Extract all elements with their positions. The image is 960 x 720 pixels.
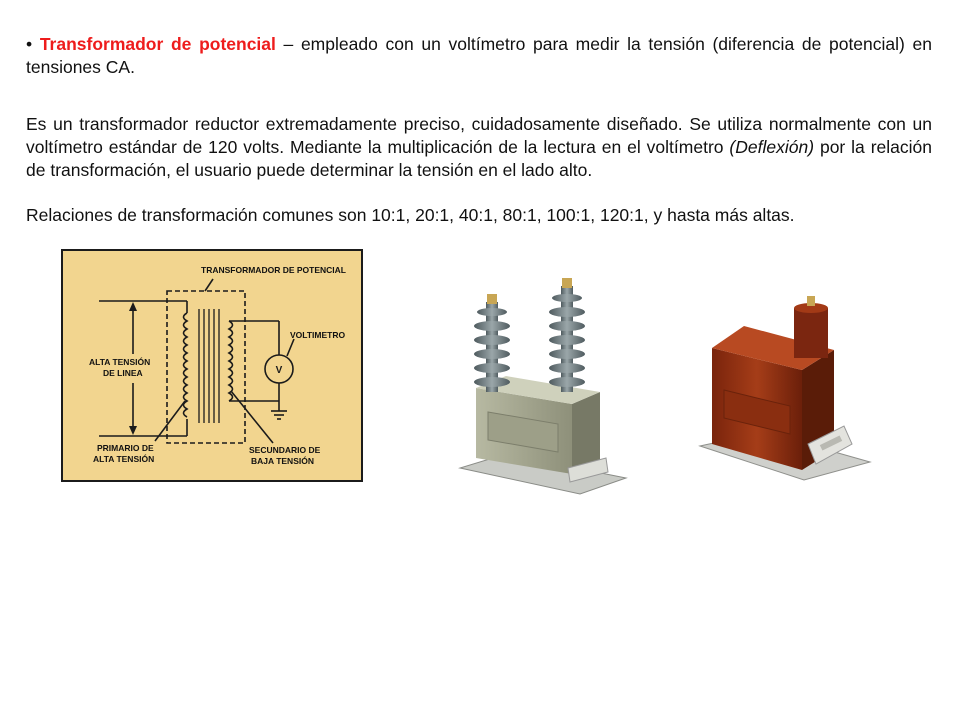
definition-text: – empleado con un voltímetro para medir la tensión (diferencia de potencial) en tensiones CA.: [26, 34, 932, 77]
brown-transformer-photo: [694, 294, 874, 494]
voltmeter-label: VOLTIMETRO: [290, 330, 346, 340]
paragraph-definition: [26, 33, 932, 79]
primary-label-2: ALTA TENSIÓN: [93, 454, 155, 464]
paragraph-description: [26, 113, 932, 182]
description-text-2: por la relación de transformación, el usuario puede determinar la tensión en el lado alto.: [26, 137, 932, 180]
bullet-icon: •: [26, 34, 33, 54]
primary-label-1: PRIMARIO DE: [97, 443, 154, 453]
secondary-label-2: BAJA TENSIÓN: [251, 456, 314, 466]
gray-transformer-photo: [450, 272, 630, 504]
paragraph-ratios: Relaciones de transformación comunes son 10:1, 20:1, 40:1, 80:1, 100:1, 120:1, y hasta más altas.: [26, 205, 795, 225]
description-text-1: Es un transformador reductor extremadamente preciso, cuidadosamente diseñado. Se utiliza normalmente con un voltímetro estándar de 120 volts. Mediante la multiplicación de la lectura en el voltímetro: [26, 114, 932, 157]
secondary-label-1: SECUNDARIO DE: [249, 445, 321, 455]
line-voltage-label-1: ALTA TENSIÓN: [89, 357, 151, 367]
term-highlight: Transformador de potencial: [39, 34, 276, 54]
potential-transformer-diagram: [61, 249, 363, 482]
line-voltage-label-2: DE LINEA: [103, 368, 143, 378]
diagram-title: TRANSFORMADOR DE POTENCIAL: [201, 265, 346, 275]
description-italic: (Deflexión): [729, 137, 815, 157]
voltmeter-symbol: V: [275, 365, 283, 376]
